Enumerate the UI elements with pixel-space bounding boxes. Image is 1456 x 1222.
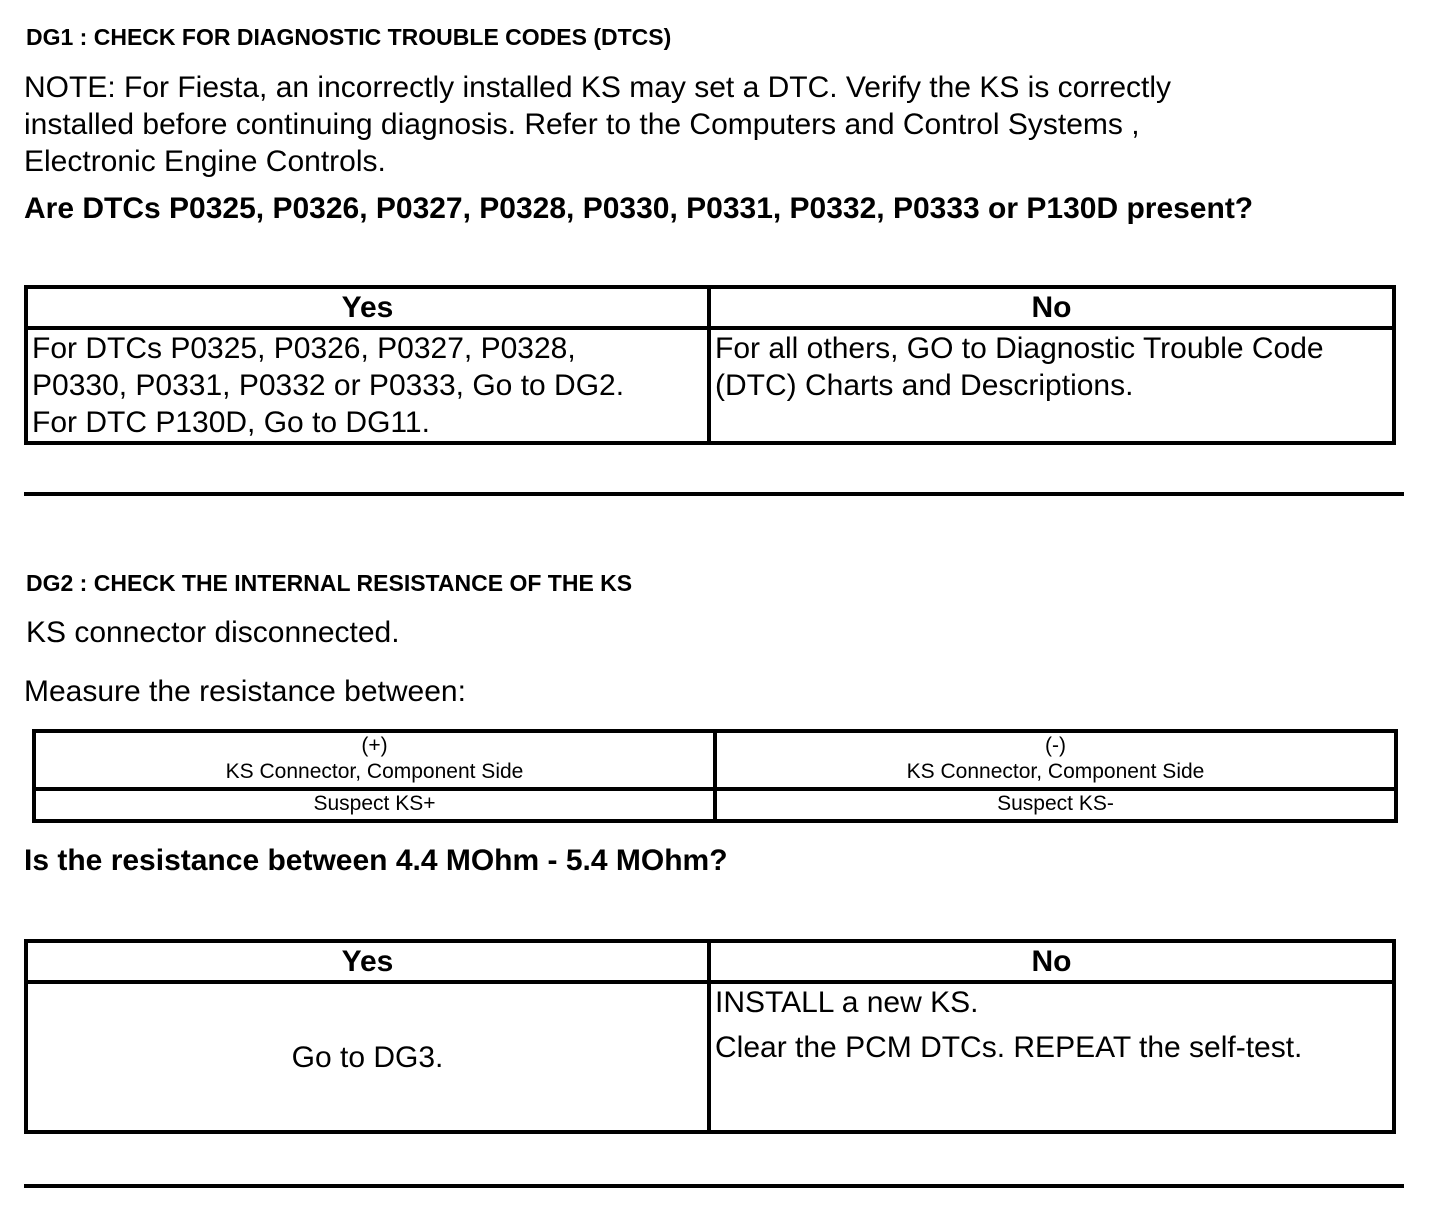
yes-cell bbox=[26, 328, 709, 443]
no-header: No bbox=[709, 941, 1394, 982]
minus-location: KS Connector, Component Side bbox=[906, 760, 1205, 783]
yes-line: P0330, P0331, P0332 or P0333, Go to DG2. bbox=[32, 369, 625, 402]
section-divider bbox=[24, 1184, 1404, 1188]
dg2-condition: KS connector disconnected. bbox=[26, 616, 400, 649]
plus-terminal-cell bbox=[34, 731, 715, 789]
minus-symbol: (-) bbox=[1045, 734, 1066, 757]
dg1-question: Are DTCs P0325, P0326, P0327, P0328, P0330, P0331, P0332, P0333 or P130D present? bbox=[24, 192, 1254, 225]
minus-terminal-cell bbox=[715, 731, 1396, 789]
yes-cell bbox=[26, 982, 709, 1132]
plus-pin: Suspect KS+ bbox=[34, 789, 715, 821]
no-line: (DTC) Charts and Descriptions. bbox=[715, 369, 1134, 402]
dg2-instruction: Measure the resistance between: bbox=[24, 675, 466, 708]
yes-header: Yes bbox=[26, 941, 709, 982]
dg2-question: Is the resistance between 4.4 MOhm - 5.4 MOhm? bbox=[24, 844, 728, 877]
no-header: No bbox=[709, 287, 1394, 328]
plus-symbol: (+) bbox=[361, 734, 388, 757]
dg1-note-line: NOTE: For Fiesta, an incorrectly installed KS may set a DTC. Verify the KS is correctly bbox=[24, 71, 1172, 104]
minus-pin: Suspect KS- bbox=[715, 789, 1396, 821]
plus-location: KS Connector, Component Side bbox=[225, 760, 524, 783]
yes-header: Yes bbox=[26, 287, 709, 328]
dg1-note-line: Electronic Engine Controls. bbox=[24, 145, 386, 178]
dg2-result-table bbox=[24, 939, 1396, 1134]
yes-line: For DTCs P0325, P0326, P0327, P0328, bbox=[32, 332, 576, 365]
yes-text: Go to DG3. bbox=[291, 1040, 444, 1074]
measure-table bbox=[32, 729, 1398, 823]
no-cell bbox=[709, 982, 1394, 1132]
dg1-title: DG1 : CHECK FOR DIAGNOSTIC TROUBLE CODES (DTCS) bbox=[26, 24, 672, 50]
no-line: For all others, GO to Diagnostic Trouble Code bbox=[715, 332, 1324, 365]
no-cell bbox=[709, 328, 1394, 443]
section-divider bbox=[24, 492, 1404, 496]
dg2-title: DG2 : CHECK THE INTERNAL RESISTANCE OF THE KS bbox=[26, 570, 633, 596]
no-line: INSTALL a new KS. bbox=[715, 986, 979, 1019]
dg1-note-line: installed before continuing diagnosis. Refer to the Computers and Control Systems , bbox=[24, 108, 1140, 141]
yes-line: For DTC P130D, Go to DG11. bbox=[32, 406, 430, 439]
dg1-note bbox=[24, 69, 1171, 180]
dg1-result-table bbox=[24, 285, 1396, 445]
no-line: Clear the PCM DTCs. REPEAT the self-test. bbox=[715, 1031, 1303, 1064]
